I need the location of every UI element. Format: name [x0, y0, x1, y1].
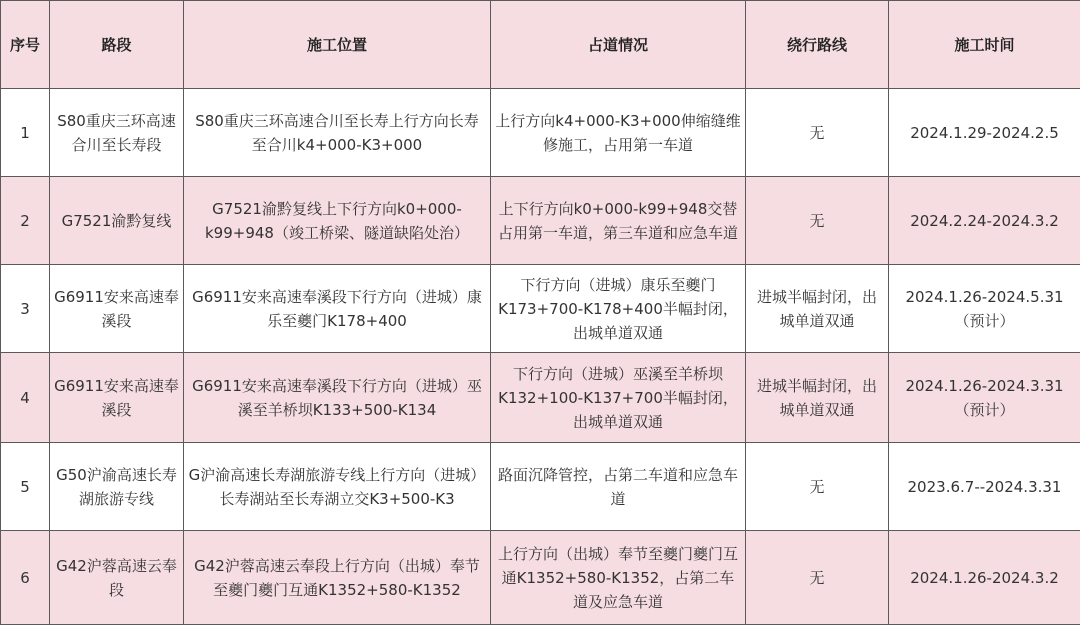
- cell-detour: 无: [746, 443, 889, 531]
- cell-no: 4: [1, 353, 50, 443]
- cell-detour: 无: [746, 531, 889, 625]
- cell-occupancy: 路面沉降管控，占第二车道和应急车道: [491, 443, 746, 531]
- table-row: [1, 531, 1080, 625]
- cell-segment: G7521渝黔复线: [50, 177, 184, 265]
- cell-location: G沪渝高速长寿湖旅游专线上行方向（进城）长寿湖站至长寿湖立交K3+500-K3: [184, 443, 491, 531]
- cell-segment: G6911安来高速奉溪段: [50, 265, 184, 353]
- cell-no: 2: [1, 177, 50, 265]
- cell-no: 6: [1, 531, 50, 625]
- cell-time: 2024.1.29-2024.2.5: [889, 89, 1080, 177]
- cell-detour: 无: [746, 89, 889, 177]
- cell-occupancy: 上行方向（出城）奉节至夔门夔门互通K1352+580-K1352，占第二车道及应急车道: [491, 531, 746, 625]
- table-row: [1, 89, 1080, 177]
- cell-no: 1: [1, 89, 50, 177]
- cell-no: 5: [1, 443, 50, 531]
- table-row: [1, 443, 1080, 531]
- cell-segment: G50沪渝高速长寿湖旅游专线: [50, 443, 184, 531]
- cell-no: 3: [1, 265, 50, 353]
- table-header-row: [1, 1, 1080, 89]
- cell-occupancy: 上下行方向k0+000-k99+948交替占用第一车道，第三车道和应急车道: [491, 177, 746, 265]
- cell-time: 2024.1.26-2024.3.2: [889, 531, 1080, 625]
- table-row: [1, 265, 1080, 353]
- table-row: [1, 353, 1080, 443]
- cell-segment: G6911安来高速奉溪段: [50, 353, 184, 443]
- header-segment: 路段: [50, 1, 184, 89]
- table-row: [1, 177, 1080, 265]
- header-detour: 绕行路线: [746, 1, 889, 89]
- cell-segment: G42沪蓉高速云奉段: [50, 531, 184, 625]
- cell-time: 2024.1.26-2024.3.31（预计）: [889, 353, 1080, 443]
- cell-location: S80重庆三环高速合川至长寿上行方向长寿至合川k4+000-K3+000: [184, 89, 491, 177]
- cell-time: 2023.6.7--2024.3.31: [889, 443, 1080, 531]
- header-occupancy: 占道情况: [491, 1, 746, 89]
- header-no: 序号: [1, 1, 50, 89]
- cell-location: G6911安来高速奉溪段下行方向（进城）康乐至夔门K178+400: [184, 265, 491, 353]
- cell-detour: 进城半幅封闭，出城单道双通: [746, 353, 889, 443]
- cell-occupancy: 上行方向k4+000-K3+000伸缩缝维修施工，占用第一车道: [491, 89, 746, 177]
- cell-segment: S80重庆三环高速合川至长寿段: [50, 89, 184, 177]
- cell-detour: 无: [746, 177, 889, 265]
- cell-occupancy: 下行方向（进城）康乐至夔门K173+700-K178+400半幅封闭，出城单道双通: [491, 265, 746, 353]
- cell-location: G7521渝黔复线上下行方向k0+000-k99+948（竣工桥梁、隧道缺陷处治）: [184, 177, 491, 265]
- header-location: 施工位置: [184, 1, 491, 89]
- cell-location: G6911安来高速奉溪段下行方向（进城）巫溪至羊桥坝K133+500-K134: [184, 353, 491, 443]
- cell-detour: 进城半幅封闭，出城单道双通: [746, 265, 889, 353]
- cell-time: 2024.1.26-2024.5.31（预计）: [889, 265, 1080, 353]
- cell-location: G42沪蓉高速云奉段上行方向（出城）奉节至夔门夔门互通K1352+580-K1352: [184, 531, 491, 625]
- cell-time: 2024.2.24-2024.3.2: [889, 177, 1080, 265]
- header-time: 施工时间: [889, 1, 1080, 89]
- cell-occupancy: 下行方向（进城）巫溪至羊桥坝K132+100-K137+700半幅封闭，出城单道双通: [491, 353, 746, 443]
